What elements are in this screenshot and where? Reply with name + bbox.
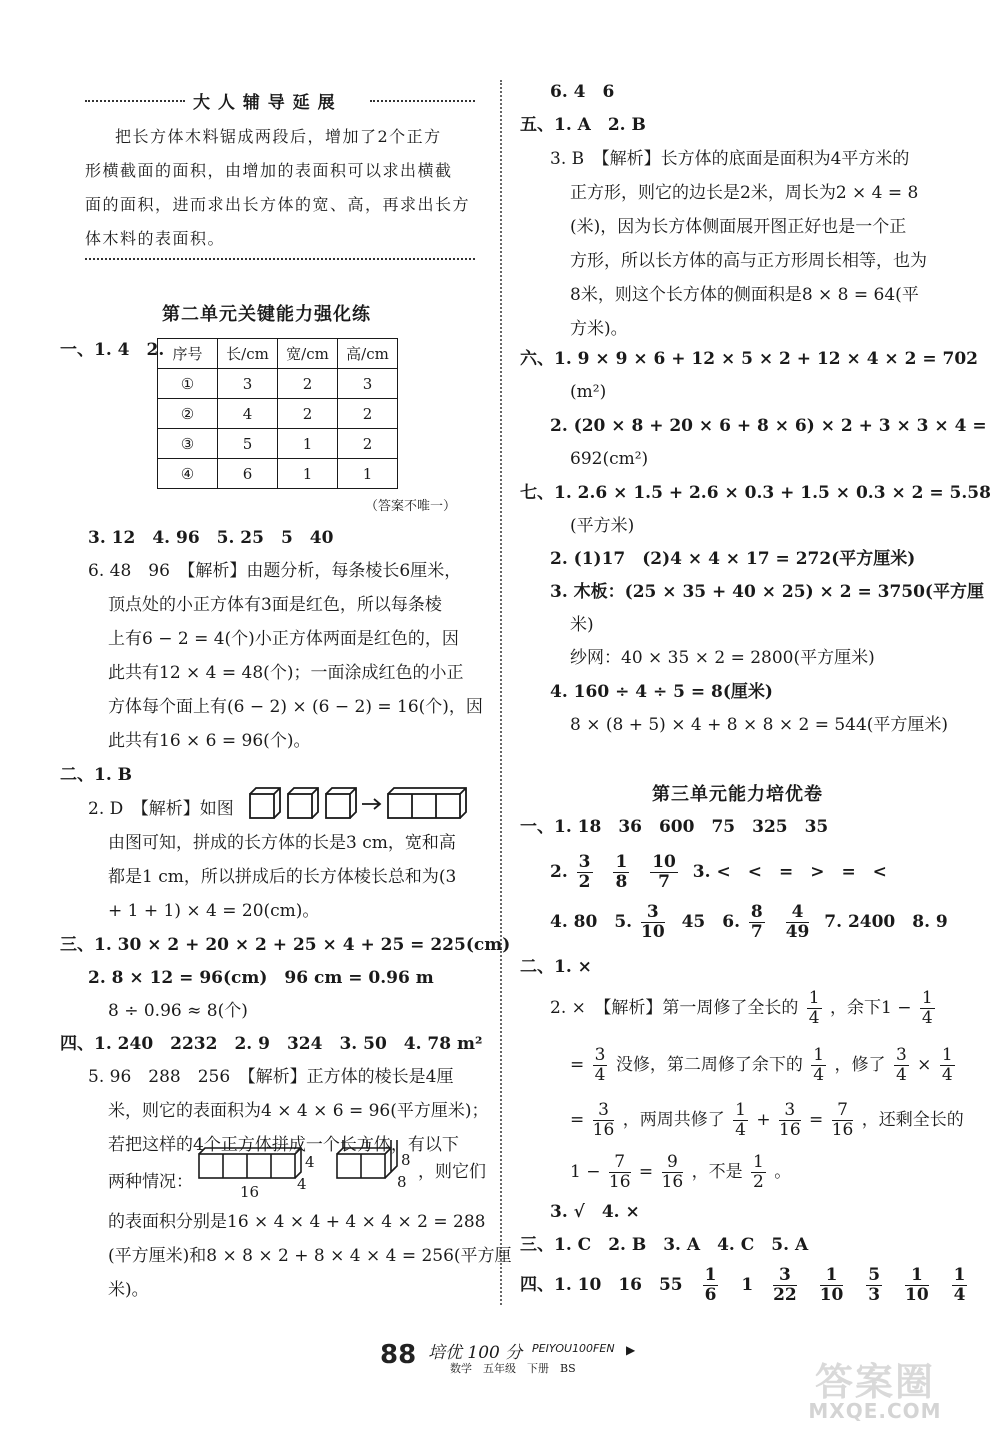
denominator: 8 [615,872,628,892]
answer-text: ，则它们 [418,1162,486,1182]
numerator: 1 [953,1265,966,1285]
fraction [609,1153,631,1192]
denominator: 7 [658,872,670,892]
answer-line: 3. 12 4. 96 5. 25 5 40 [88,528,334,548]
answer-line: 2. (1)17 (2)4 × 4 × 17 = 272(平方厘米) [550,549,916,569]
table-cell: 2 [338,399,398,429]
footer-subtitle: 数学 五年级 下册 BS [450,1362,576,1375]
answer-text: 45 6. [681,912,740,932]
answer-text: 2. [550,862,568,882]
answer-line: 方米)。 [570,319,628,339]
denominator: 10 [641,922,665,942]
answer-line: 一、1. 18 36 600 75 325 35 [520,817,829,837]
answer-text: 2. × 【解析】第一周修了全长的 [550,998,799,1018]
numerator: 3 [779,1101,801,1121]
answer-text: ，两周共修了 [622,1110,725,1130]
fraction [807,989,822,1028]
numerator: 3 [594,1045,606,1065]
answer-line: 五、1. A 2. B [520,115,646,135]
answer-line: 二、1. × [520,957,592,977]
table-cell: 1 [278,429,338,459]
denominator: 22 [773,1285,797,1305]
answer-line [550,852,887,892]
denominator: 4 [735,1120,746,1140]
page-footer [380,1338,640,1378]
answer-text: 1 − [570,1162,601,1182]
fraction [613,853,629,892]
answer-line: 4. 160 ÷ 4 ÷ 5 = 8(厘米) [550,682,773,702]
denominator: 16 [831,1120,854,1140]
table-cell: 2 [338,429,398,459]
table-cell: 5 [218,429,278,459]
table-cell: 2 [278,369,338,399]
answer-text: 。 [774,1162,792,1182]
denominator: 2 [578,872,591,892]
tutor-line: 把长方体木料锯成两段后，增加了2个正方 [115,127,442,146]
answer-line: 6. 48 96 【解析】由题分析，每条棱长6厘米， [88,561,462,581]
fraction [894,1046,909,1085]
answer-line [550,988,938,1028]
answer-line: 3. √ 4. × [550,1202,640,1222]
numerator: 1 [921,988,933,1008]
answer-line: 顶点处的小正方体有3面是红色，所以每条棱 [108,595,442,615]
answer-line: 米，则它的表面积为4 × 4 × 6 = 96(平方厘米)； [108,1101,489,1121]
fraction [662,1153,684,1192]
answer-line: 8 × (8 + 5) × 4 + 8 × 8 × 2 = 544(平方厘米) [570,715,949,735]
answer-line: 若把这样的4个正方体拼成一个长方体，有以下 [108,1135,459,1155]
denominator: 10 [905,1285,929,1305]
answer-line: 由图可知，拼成的长方体的长是3 cm，宽和高 [108,833,456,853]
denominator: 2 [753,1172,764,1192]
denominator: 4 [953,1285,966,1305]
fraction [786,903,810,942]
numerator: 1 [820,1266,844,1286]
fraction [866,1266,882,1305]
answer-line: 上有6 − 2 = 4(个)小正方体两面是红色的，因 [108,629,459,649]
cube-join-figure [248,782,478,822]
figure-label-8: 8 [401,1151,411,1169]
answer-line: 此共有16 × 6 = 96(个)。 [108,731,311,751]
answer-line [570,1045,958,1085]
brand-name: 培优 100 分 [428,1343,523,1363]
table-cell: 4 [218,399,278,429]
answer-line: 米) [570,615,594,635]
answer-line [520,1265,970,1305]
answer-line: 6. 4 6 [550,82,615,102]
denominator: 4 [594,1065,606,1085]
denominator: 4 [941,1065,953,1085]
denominator: 3 [868,1285,881,1305]
numerator: 1 [753,1152,764,1172]
answer-line: 六、1. 9 × 9 × 6 + 12 × 5 × 2 + 12 × 4 × 2 = 702 [520,349,978,369]
numerator: 8 [750,902,763,922]
answer-text: + [756,1110,771,1130]
denominator: 4 [921,1008,933,1028]
answer-line [570,1100,964,1140]
table-row [158,399,398,429]
tutor-line: 体木料的表面积。 [85,229,226,248]
table-cell: ④ [158,459,218,489]
table-row [158,459,398,489]
fraction [703,1266,719,1305]
answer-line: 3. 木板：(25 × 35 + 40 × 25) × 2 = 3750(平方厘 [550,582,984,602]
answer-line: 方形，所以长方体的高与正方形周长相等，也为 [570,251,927,271]
numerator: 10 [652,852,676,872]
numerator: 5 [868,1265,881,1285]
answer-text: = [638,1162,654,1182]
denominator: 7 [750,922,763,942]
numerator: 1 [941,1045,953,1065]
answer-line: 正方形，则它的边长是2米，周长为2 × 4 = 8 [570,183,919,203]
denominator: 10 [819,1285,844,1305]
numerator: 1 [808,988,820,1008]
denominator: 4 [808,1008,820,1028]
answer-text: ，还剩全长的 [861,1110,964,1130]
numerator: 1 [813,1045,825,1065]
fraction [577,853,593,892]
fraction [905,1266,929,1305]
fraction [593,1046,608,1085]
answer-line: 七、1. 2.6 × 1.5 + 2.6 × 0.3 + 1.5 × 0.3 × 2 = 5.58 [520,483,991,503]
answer-text: = [570,1055,585,1075]
fraction [773,1266,797,1305]
answer-line: (平方米) [570,516,635,536]
fraction [832,1101,854,1140]
numerator: 1 [905,1266,929,1286]
answer-line: + 1 + 1) × 4 = 20(cm)。 [108,901,320,921]
fraction [820,1266,844,1305]
denominator: 6 [704,1285,717,1305]
figure-label-4: 4 [305,1153,315,1171]
tutor-line: 形横截面的面积，由增加的表面积可以求出横截 [85,161,453,180]
fraction [641,903,665,942]
table-row [158,429,398,459]
numerator: 9 [662,1153,684,1173]
brand-en: PEIYOU100FEN [532,1342,615,1355]
fraction [940,1046,955,1085]
answer-line [570,1152,791,1192]
figure-label-4: 4 [297,1175,307,1193]
table-row [158,369,398,399]
q1-prefix: 一、1. 4 2. [60,340,165,360]
denominator: 4 [895,1065,907,1085]
answer-line: 8 ÷ 0.96 ≈ 8(个) [108,1001,248,1021]
answer-text: 两种情况： [108,1172,193,1192]
table-header: 宽/cm [278,339,338,369]
numerator: 4 [786,903,810,923]
table-note: （答案不唯一） [365,499,457,514]
answer-line: 米)。 [108,1280,149,1300]
fraction [733,1101,748,1140]
unit2-title: 第二单元关键能力强化练 [162,304,371,325]
denominator: 16 [608,1172,631,1192]
fraction [920,989,935,1028]
numerator: 1 [704,1265,717,1285]
numerator: 3 [895,1045,907,1065]
numerator: 3 [578,852,591,872]
answer-line: 8米，则这个长方体的侧面积是8 × 8 = 64(平 [570,285,919,305]
numerator: 3 [593,1101,615,1121]
answer-line: 5. 96 288 256 【解析】正方体的棱长是4厘 [88,1067,454,1087]
answer-text: = [570,1110,585,1130]
table-cell: ② [158,399,218,429]
figure-label-8: 8 [397,1173,407,1191]
answer-text: 没修，第二周修了余下的 [615,1055,803,1075]
watermark-url: MXQE.COM [808,1399,942,1423]
fraction [751,1153,766,1192]
numerator: 1 [615,852,628,872]
numerator: 7 [832,1101,854,1121]
dotted-rule [85,100,185,102]
answer-line: 692(cm²) [570,449,649,469]
figure-label-16: 16 [240,1183,260,1201]
table-header: 序号 [158,339,218,369]
dotted-rule [370,100,475,102]
numerator: 3 [641,903,665,923]
answer-line: 三、1. 30 × 2 + 20 × 2 + 25 × 4 + 25 = 225(cm) [60,935,511,955]
answer-text: 3. < < = > = < [692,862,887,882]
answer-line: (m²) [570,382,607,402]
numerator: 3 [773,1266,797,1286]
answer-line [88,797,234,821]
fraction [952,1266,968,1305]
tutor-title: 大 人 辅 导 延 展 [193,93,336,113]
table-header: 高/cm [338,339,398,369]
answer-line: 3. B 【解析】长方体的底面是面积为4平方米的 [550,149,910,169]
denominator: 16 [592,1120,615,1140]
answer-line: 2. 8 × 12 = 96(cm) 96 cm = 0.96 m [88,968,434,988]
answer-text: 4. 80 5. [550,912,633,932]
table-cell: 6 [218,459,278,489]
column-separator [500,80,502,1305]
fraction [593,1101,615,1140]
tutor-line: 面的面积，进而求出长方体的宽、高，再求出长方 [85,195,471,214]
answer-line: 2. (20 × 8 + 20 × 6 + 8 × 6) × 2 + 3 × 3 × 4 = [550,416,987,436]
table-cell: ③ [158,429,218,459]
arrow-right-icon: ▶ [626,1343,636,1357]
numerator: 7 [609,1153,631,1173]
table-cell: 1 [338,459,398,489]
dotted-rule [85,258,475,260]
answer-text: ，余下1 − [830,998,912,1018]
answer-line [550,902,948,942]
answer-line: (平方厘米)和8 × 8 × 2 + 8 × 4 × 4 = 256(平方厘 [108,1246,512,1266]
answer-text: 四、1. 10 16 55 [520,1275,683,1295]
answer-table [157,338,398,489]
numerator: 1 [735,1100,746,1120]
fraction [779,1101,801,1140]
denominator: 49 [785,922,810,942]
table-header: 长/cm [218,339,278,369]
table-cell: 3 [218,369,278,399]
denominator: 16 [661,1172,684,1192]
page-number: 88 [380,1340,417,1370]
answer-line: 的表面积分别是16 × 4 × 4 + 4 × 4 × 2 = 288 [108,1212,486,1232]
answer-text: 2. D 【解析】如图 [88,799,234,819]
fraction [749,903,765,942]
answer-line: 此共有12 × 4 = 48(个)；一面涂成红色的小正 [108,663,464,683]
table-cell: 2 [278,399,338,429]
fraction [811,1046,826,1085]
answer-line: 二、1. B [60,765,133,785]
answer-line: (米)，因为长方体侧面展开图正好也是一个正 [570,217,907,237]
answer-text: 1 [741,1275,754,1295]
denominator: 4 [813,1065,825,1085]
answer-line: 方体每个面上有(6 − 2) × (6 − 2) = 16(个)，因 [108,697,483,717]
table-cell: 1 [278,459,338,489]
table-cell: ① [158,369,218,399]
table-cell: 3 [338,369,398,399]
watermark-text: 答案圈 [814,1360,935,1404]
answer-line: 都是1 cm，所以拼成后的长方体棱长总和为(3 [108,867,457,887]
answer-line: 三、1. C 2. B 3. A 4. C 5. A [520,1235,809,1255]
unit3-title: 第三单元能力培优卷 [652,784,823,805]
fraction [650,853,678,892]
answer-text: = [809,1110,824,1130]
watermark-logo [790,1351,960,1423]
answer-text: ，不是 [691,1162,743,1182]
answer-line: 四、1. 240 2232 2. 9 324 3. 50 4. 78 m² [60,1034,483,1054]
answer-text: × [917,1055,932,1075]
answer-line: 纱网：40 × 35 × 2 = 2800(平方厘米) [570,648,875,668]
denominator: 16 [779,1120,801,1140]
answer-text: 7. 2400 8. 9 [824,912,948,932]
answer-text: ，修了 [834,1055,886,1075]
